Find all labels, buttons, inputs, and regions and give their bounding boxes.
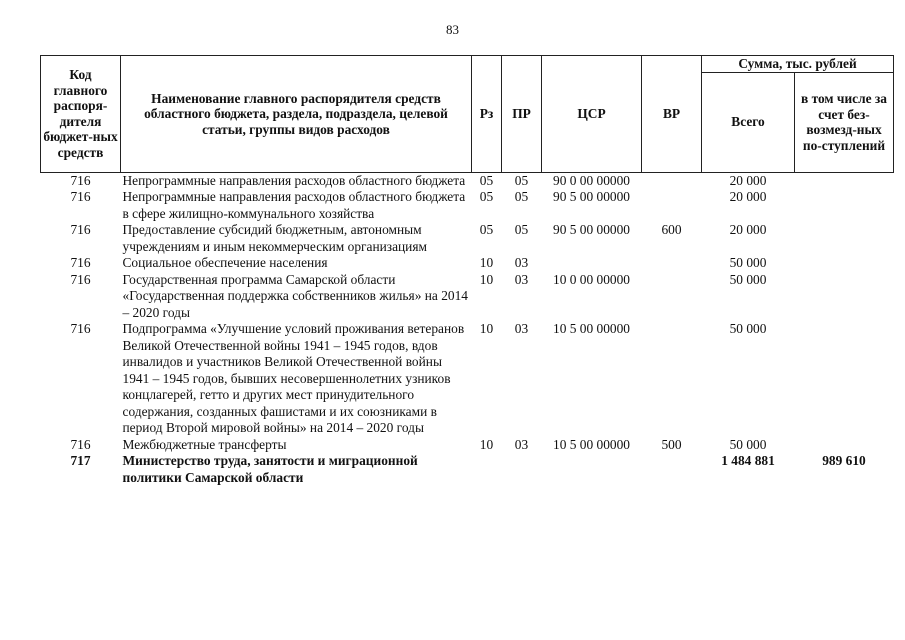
- cell-free: [795, 321, 894, 437]
- cell-name: Непрограммные направления расходов областного бюджета: [122, 172, 466, 188]
- header-name: Наименование главного распорядителя средств областного бюджета, раздела, подраздела, целевой статьи, группы видов расходов: [121, 56, 472, 173]
- cell-total: 50 000: [729, 436, 767, 452]
- cell-total: 50 000: [729, 271, 767, 287]
- cell-free: [795, 172, 894, 189]
- cell-free: 989 610: [822, 453, 866, 468]
- cell-vr: [642, 453, 702, 486]
- table-row: [41, 453, 894, 486]
- cell-code: 716: [70, 255, 91, 270]
- cell-total: 50 000: [729, 321, 767, 336]
- cell-name: Межбюджетные трансферты: [122, 436, 287, 452]
- table-row: [41, 172, 894, 189]
- cell-total: 20 000: [729, 222, 767, 237]
- cell-code: 717: [70, 453, 91, 468]
- cell-pr: 03: [514, 436, 529, 452]
- cell-free: [795, 189, 894, 222]
- cell-vr: 600: [661, 222, 682, 237]
- cell-csr: 90 5 00 00000: [553, 189, 630, 204]
- header-pr: ПР: [502, 56, 542, 173]
- cell-vr: [642, 321, 702, 437]
- cell-code: 716: [70, 222, 91, 237]
- cell-name: Непрограммные направления расходов областного бюджета в сфере жилищно-коммунального хозяйства: [122, 189, 466, 221]
- cell-total: 1 484 881: [721, 453, 775, 468]
- cell-name: Подпрограмма «Улучшение условий проживания ветеранов Великой Отечественной войны 1941 – 1945 годов, вдов инвалидов и участников Великой Отечественной войны 1941 – 1945 годов, бывших несовершеннолетних узников концлагерей, гетто и других мест принудительного содержания, созданных фашистами и их союзниками в период Второй мировой войны» на 2014 – 2020 годы: [122, 321, 465, 435]
- cell-pr: 03: [514, 255, 529, 270]
- cell-vr: [642, 172, 702, 189]
- cell-free: [795, 222, 894, 255]
- cell-vr: 500: [661, 436, 682, 452]
- cell-rz: [472, 453, 502, 486]
- cell-pr: 05: [514, 189, 529, 204]
- cell-rz: 10: [479, 321, 494, 336]
- cell-csr: 10 5 00 00000: [553, 436, 630, 452]
- header-free: в том числе за счет без-возмезд-ных по-ступлений: [795, 72, 894, 172]
- cell-name: Социальное обеспечение населения: [122, 255, 328, 270]
- cell-free: [795, 255, 894, 272]
- cell-csr: 10 5 00 00000: [553, 321, 630, 336]
- cell-pr: 05: [514, 222, 529, 237]
- header-csr: ЦСР: [542, 56, 642, 173]
- cell-vr: [642, 189, 702, 222]
- cell-name: Министерство труда, занятости и миграционной политики Самарской области: [122, 453, 418, 485]
- cell-pr: 03: [514, 321, 529, 336]
- cell-csr: 10 0 00 00000: [553, 271, 630, 287]
- cell-vr: [642, 272, 702, 322]
- cell-name: Государственная программа Самарской области «Государственная поддержка собственников жилья» на 2014 – 2020 годы: [122, 271, 468, 320]
- cell-pr: 03: [514, 271, 529, 287]
- cell-rz: 05: [479, 189, 494, 204]
- header-vr: ВР: [642, 56, 702, 173]
- cell-total: 20 000: [729, 189, 767, 204]
- page-number: 83: [446, 22, 459, 37]
- header-rz: Рз: [472, 56, 502, 173]
- cell-code: 716: [70, 321, 91, 336]
- table-row: [41, 222, 894, 255]
- cell-free: [795, 272, 894, 322]
- cell-pr: [502, 453, 542, 486]
- cell-csr: [542, 255, 642, 272]
- budget-table: [40, 55, 894, 486]
- cell-csr: [542, 453, 642, 486]
- table-row: [41, 321, 894, 437]
- cell-rz: 10: [479, 271, 494, 287]
- cell-pr: 05: [514, 172, 529, 188]
- cell-rz: 05: [479, 172, 494, 188]
- cell-rz: 05: [479, 222, 494, 237]
- header-total: Всего: [702, 72, 795, 172]
- cell-code: 716: [70, 189, 91, 204]
- table-body: [41, 172, 894, 486]
- cell-csr: 90 0 00 00000: [553, 172, 630, 188]
- cell-total: 20 000: [729, 172, 767, 188]
- cell-name: Предоставление субсидий бюджетным, автономным учреждениям и иным некоммерческим организациям: [122, 222, 427, 254]
- cell-csr: 90 5 00 00000: [553, 222, 630, 237]
- table-row: [41, 437, 894, 454]
- cell-free: [795, 437, 894, 454]
- header-sum: Сумма, тыс. рублей: [702, 56, 894, 73]
- cell-code: 716: [70, 436, 91, 452]
- cell-code: 716: [70, 172, 91, 188]
- cell-total: 50 000: [729, 255, 767, 270]
- cell-rz: 10: [479, 255, 494, 270]
- table-row: [41, 189, 894, 222]
- cell-vr: [642, 255, 702, 272]
- header-code: Код главного распоря-дителя бюджет-ных средств: [41, 56, 121, 173]
- cell-rz: 10: [479, 436, 494, 452]
- table-row: [41, 272, 894, 322]
- cell-code: 716: [70, 271, 91, 287]
- table-row: [41, 255, 894, 272]
